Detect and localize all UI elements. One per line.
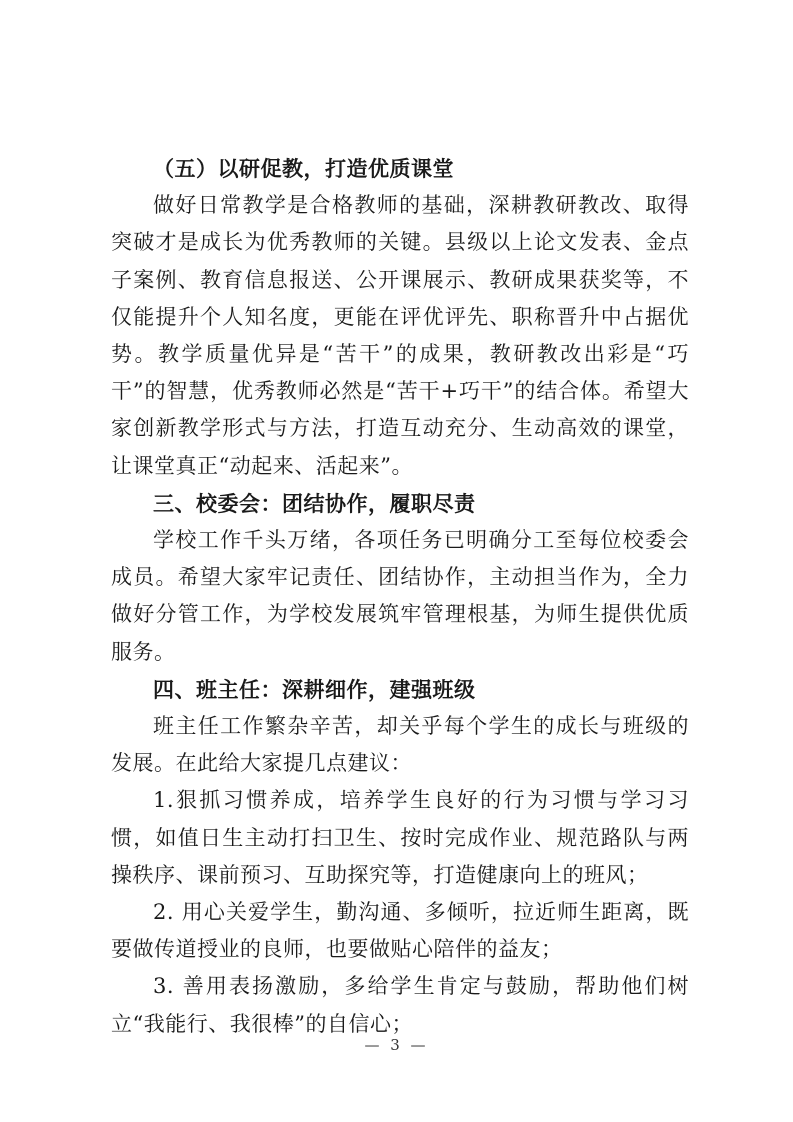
section-heading-school-committee: 三、校委会：团结协作，履职尽责 [153,490,476,516]
paragraph-teaching-research: 做好日常教学是合格教师的基础，深耕教研教改、取得突破才是成长为优秀教师的关键。县级以上论文发表、金点子案例、教育信息报送、公开课展示、教研成果获奖等，不仅能提升个人知名度，更能在评优评先、职称晋升中占据优势。教学质量优异是“苦干”的成果，教研教改出彩是“巧干”的智慧，优秀教师必然是“苦干+巧干”的结合体。希望大家创新教学形式与方法，打造互动充分、生动高效的课堂，让课堂真正“动起来、活起来”。 [111,193,689,478]
paragraph-school-committee: 学校工作千头万绪，各项任务已明确分工至每位校委会成员。希望大家牢记责任、团结协作，主动担当作为，全力做好分管工作，为学校发展筑牢管理根基，为师生提供优质服务。 [111,528,689,664]
document-body [111,150,689,1043]
section-heading-class-teacher: 四、班主任：深耕细作，建强班级 [153,676,476,702]
section-heading-research: （五）以研促教，打造优质课堂 [153,156,454,181]
page-number: — 3 — [364,1036,429,1054]
list-item-praise: 3. 善用表扬激励，多给学生肯定与鼓励，帮助他们树立“我能行、我很棒”的自信心； [111,974,689,1036]
list-item-care: 2. 用心关爱学生，勤沟通、多倾听，拉近师生距离，既要做传道授业的良师，也要做贴心陪伴的益友； [111,900,689,962]
paragraph-class-teacher-intro: 班主任工作繁杂辛苦，却关乎每个学生的成长与班级的发展。在此给大家提几点建议： [111,714,689,776]
list-item-habits: 1.狠抓习惯养成，培养学生良好的行为习惯与学习习惯，如值日生主动打扫卫生、按时完成作业、规范路队与两操秩序、课前预习、互助探究等，打造健康向上的班风； [111,788,689,887]
